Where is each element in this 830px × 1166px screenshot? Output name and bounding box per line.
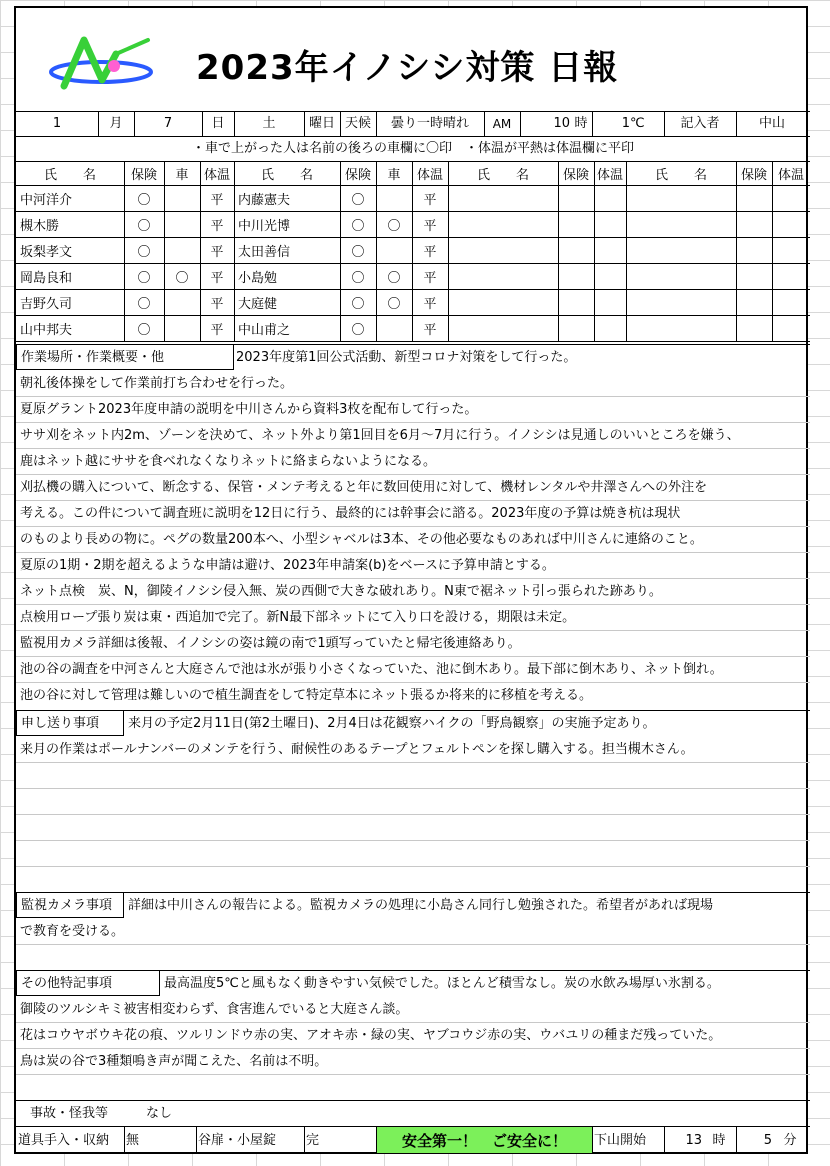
- descent-minute-unit: 分: [783, 1132, 797, 1148]
- ampm-value: AM: [492, 116, 512, 131]
- empty-cell: [558, 315, 594, 341]
- member-car: 〇: [387, 296, 401, 312]
- hour-unit: 時: [574, 116, 588, 131]
- empty-cell: [594, 185, 626, 211]
- empty-cell: [448, 211, 558, 237]
- member-temp: 平: [210, 270, 224, 286]
- member-ins: 〇: [137, 244, 151, 260]
- member-name: 中山甫之: [238, 322, 291, 338]
- empty-cell: [448, 289, 558, 315]
- column-header-ins: 保険: [562, 167, 589, 183]
- weather-value: 曇り一時晴れ: [390, 116, 469, 131]
- column-header-name: 氏 名: [654, 167, 707, 183]
- report-sheet: [14, 6, 808, 1154]
- column-header-car: 車: [387, 167, 401, 183]
- member-ins: 〇: [137, 218, 151, 234]
- member-ins: 〇: [351, 296, 365, 312]
- member-name: 岡島良和: [20, 270, 73, 286]
- text-line: 池の谷に対して管理は難しいので植生調査をして特定草本にネット張るか将来的に移植を考える。: [20, 688, 593, 703]
- report-title: 2023年イノシシ対策 日報: [196, 48, 619, 88]
- member-temp: 平: [210, 218, 224, 234]
- attendance-roster: [16, 161, 810, 345]
- member-temp: 平: [423, 270, 437, 286]
- member-temp: 平: [210, 192, 224, 208]
- empty-cell: [594, 263, 626, 289]
- camera-first-line: 詳細は中川さんの報告による。監視カメラの処理に小島さん同行し勉強された。希望者があれば現場: [128, 898, 714, 913]
- member-car: [376, 185, 412, 211]
- empty-cell: [772, 185, 810, 211]
- column-header-ins: 保険: [740, 167, 767, 183]
- descent-hour-unit: 時: [712, 1132, 726, 1148]
- empty-cell: [736, 315, 772, 341]
- column-header-temp: 体温: [416, 167, 443, 183]
- text-line: 朝礼後体操をして作業前打ち合わせを行った。: [20, 376, 294, 391]
- member-name: 坂梨孝文: [20, 244, 73, 260]
- member-name: 槻木勝: [20, 218, 60, 234]
- member-car: [164, 237, 200, 263]
- member-car: [376, 315, 412, 341]
- text-line: 刈払機の購入について、断念する、保管・メンテ考えると年に数回使用に対して、機材レンタルや井澤さんへの外注を: [20, 480, 708, 495]
- text-line: 鳥は炭の谷で3種類鳴き声が聞こえた、名前は不明。: [20, 1054, 328, 1069]
- column-header-car: 車: [175, 167, 189, 183]
- text-line: のものより長めの物に。ペグの数量200本へ、小型シャベルは3本、その他必要なものあれば中川さんに連絡のこと。: [20, 532, 703, 547]
- empty-cell: [594, 237, 626, 263]
- member-car: [376, 237, 412, 263]
- empty-cell: [772, 237, 810, 263]
- member-temp: 平: [423, 296, 437, 312]
- member-temp: 平: [210, 322, 224, 338]
- empty-cell: [736, 263, 772, 289]
- member-car: 〇: [175, 270, 189, 286]
- member-name: 太田善信: [238, 244, 291, 260]
- empty-cell: [736, 237, 772, 263]
- empty-cell: [736, 211, 772, 237]
- tools-value: 無: [126, 1132, 140, 1148]
- handover-first-line: 来月の予定2月11日(第2土曜日)、2月4日は花観察ハイクの「野鳥観察」の実施予定あり。: [128, 716, 656, 731]
- empty-cell: [626, 211, 736, 237]
- day-value: 7: [163, 116, 173, 131]
- text-line: ネット点検 炭、N，御陵イノシシ侵入無、炭の西側で大きな破れあり。N東で裾ネット引っ張られた跡あり。: [20, 584, 662, 599]
- camera-label: 監視カメラ事項: [16, 892, 124, 918]
- member-car: 〇: [387, 218, 401, 234]
- member-temp: 平: [423, 244, 437, 260]
- member-ins: 〇: [351, 192, 365, 208]
- column-header-temp: 体温: [596, 167, 623, 183]
- member-temp: 平: [210, 244, 224, 260]
- empty-cell: [626, 263, 736, 289]
- member-temp: 平: [423, 218, 437, 234]
- safety-banner: 安全第一！ ご安全に！: [377, 1127, 592, 1153]
- member-name: 大庭健: [238, 296, 278, 312]
- member-car: 〇: [387, 270, 401, 286]
- door-lock-value: 完: [306, 1132, 320, 1148]
- weather-label: 天候: [344, 116, 371, 131]
- descent-minute: 5: [763, 1132, 772, 1148]
- member-car: [164, 315, 200, 341]
- member-name: 山中邦夫: [20, 322, 73, 338]
- organization-logo: [46, 34, 156, 94]
- member-car: [164, 185, 200, 211]
- member-ins: 〇: [351, 322, 365, 338]
- empty-cell: [772, 263, 810, 289]
- member-name: 内藤憲夫: [238, 192, 291, 208]
- column-header-temp: 体温: [777, 167, 804, 183]
- member-ins: 〇: [137, 322, 151, 338]
- recorder-label: 記入者: [680, 116, 720, 131]
- weekday-value: 土: [262, 116, 276, 131]
- member-car: [164, 211, 200, 237]
- empty-cell: [558, 289, 594, 315]
- tools-label: 道具手入・収納: [18, 1132, 110, 1148]
- text-line: 考える。この件について調査班に説明を12日に行う、最終的には幹事会に諮る。2023年度の予算は焼き杭は現状: [20, 506, 681, 521]
- weekday-label: 曜日: [308, 116, 335, 131]
- temperature-unit: ℃: [630, 116, 645, 131]
- empty-cell: [772, 211, 810, 237]
- empty-cell: [448, 315, 558, 341]
- text-line: 御陵のツルシキミ被害相変わらず、食害進んでいると大庭さん談。: [20, 1002, 409, 1017]
- accident-label: 事故・怪我等: [30, 1106, 109, 1121]
- work-label: 作業場所・作業概要・他: [16, 344, 234, 370]
- member-ins: 〇: [137, 192, 151, 208]
- member-temp: 平: [423, 322, 437, 338]
- text-line: 監視用カメラ詳細は後報、イノシシの姿は鏡の南で1頭写っていたと帰宅後連絡あり。: [20, 636, 521, 651]
- member-temp: 平: [210, 296, 224, 312]
- temperature-value: 1: [621, 116, 630, 131]
- door-lock-label: 谷扉・小屋錠: [198, 1132, 277, 1148]
- text-line: 夏原の1期・2期を超えるような申請は避け、2023年申請案(b)をベースに予算申請とする。: [20, 558, 555, 573]
- member-name: 中川光博: [238, 218, 291, 234]
- member-ins: 〇: [351, 244, 365, 260]
- empty-cell: [448, 263, 558, 289]
- month-value: 1: [52, 116, 62, 131]
- descent-label: 下山開始: [594, 1132, 647, 1148]
- member-ins: 〇: [351, 218, 365, 234]
- month-unit: 月: [109, 116, 123, 131]
- text-line: で教育を受ける。: [20, 924, 125, 939]
- column-header-ins: 保険: [344, 167, 371, 183]
- empty-cell: [736, 289, 772, 315]
- empty-cell: [594, 315, 626, 341]
- handover-label: 申し送り事項: [16, 710, 124, 736]
- other-label: その他特記事項: [16, 970, 160, 996]
- empty-cell: [558, 185, 594, 211]
- descent-hour: 13: [685, 1132, 702, 1148]
- accident-value: なし: [146, 1106, 173, 1121]
- column-header-name: 氏 名: [260, 167, 313, 183]
- text-line: 池の谷の調査を中河さんと大庭さんで池は氷が張り小さくなっていた、池に倒木あり。最下部に倒木あり、ネット倒れ。: [20, 662, 723, 677]
- member-name: 中河洋介: [20, 192, 73, 208]
- member-temp: 平: [423, 192, 437, 208]
- text-line: 点検用ロープ張り炭は東・西追加で完了。新N最下部ネットにて入り口を設ける，期限は未定。: [20, 610, 576, 625]
- hour-value: 10: [553, 116, 570, 131]
- empty-cell: [626, 289, 736, 315]
- column-header-ins: 保険: [130, 167, 157, 183]
- member-name: 吉野久司: [20, 296, 73, 312]
- empty-cell: [558, 211, 594, 237]
- member-car: [164, 289, 200, 315]
- column-header-temp: 体温: [203, 167, 230, 183]
- empty-cell: [772, 315, 810, 341]
- empty-cell: [448, 237, 558, 263]
- empty-cell: [558, 237, 594, 263]
- empty-cell: [772, 289, 810, 315]
- text-line: 夏原グラント2023年度申請の説明を中川さんから資料3枚を配布して行った。: [20, 402, 478, 417]
- column-header-name: 氏 名: [43, 167, 96, 183]
- text-line: ササ刈をネット内2m、ゾーンを決めて、ネット外より第1回目を6月～7月に行う。イノシシは見通しのいいところを嫌う、: [20, 428, 740, 443]
- member-ins: 〇: [137, 270, 151, 286]
- text-line: 鹿はネット越にササを食べれなくなりネットに絡まらないようになる。: [20, 454, 437, 469]
- empty-cell: [558, 263, 594, 289]
- empty-cell: [626, 185, 736, 211]
- empty-cell: [736, 185, 772, 211]
- day-unit: 日: [211, 116, 225, 131]
- instruction-note: ・車で上がった人は名前の後ろの車欄に〇印 ・体温が平熱は体温欄に平印: [191, 141, 634, 156]
- column-header-name: 氏 名: [476, 167, 529, 183]
- member-ins: 〇: [137, 296, 151, 312]
- empty-cell: [594, 289, 626, 315]
- text-line: 花はコウヤボウキ花の痕、ツルリンドウ赤の実、アオキ赤・緑の実、ヤブコウジ赤の実、ウバユリの種まだ残っていた。: [20, 1028, 722, 1043]
- empty-cell: [626, 237, 736, 263]
- empty-cell: [626, 315, 736, 341]
- recorder-name: 中山: [758, 116, 785, 131]
- empty-cell: [594, 211, 626, 237]
- work-first-line: 2023年度第1回公式活動、新型コロナ対策をして行った。: [236, 350, 577, 365]
- empty-cell: [448, 185, 558, 211]
- member-ins: 〇: [351, 270, 365, 286]
- member-name: 小島勉: [238, 270, 278, 286]
- text-line: 来月の作業はポールナンバーのメンテを行う、耐候性のあるテープとフェルトペンを探し購入する。担当槻木さん。: [20, 742, 694, 757]
- other-first-line: 最高温度5℃と風もなく動きやすい気候でした。ほとんど積雪なし。炭の水飲み場厚い氷割る。: [164, 976, 720, 991]
